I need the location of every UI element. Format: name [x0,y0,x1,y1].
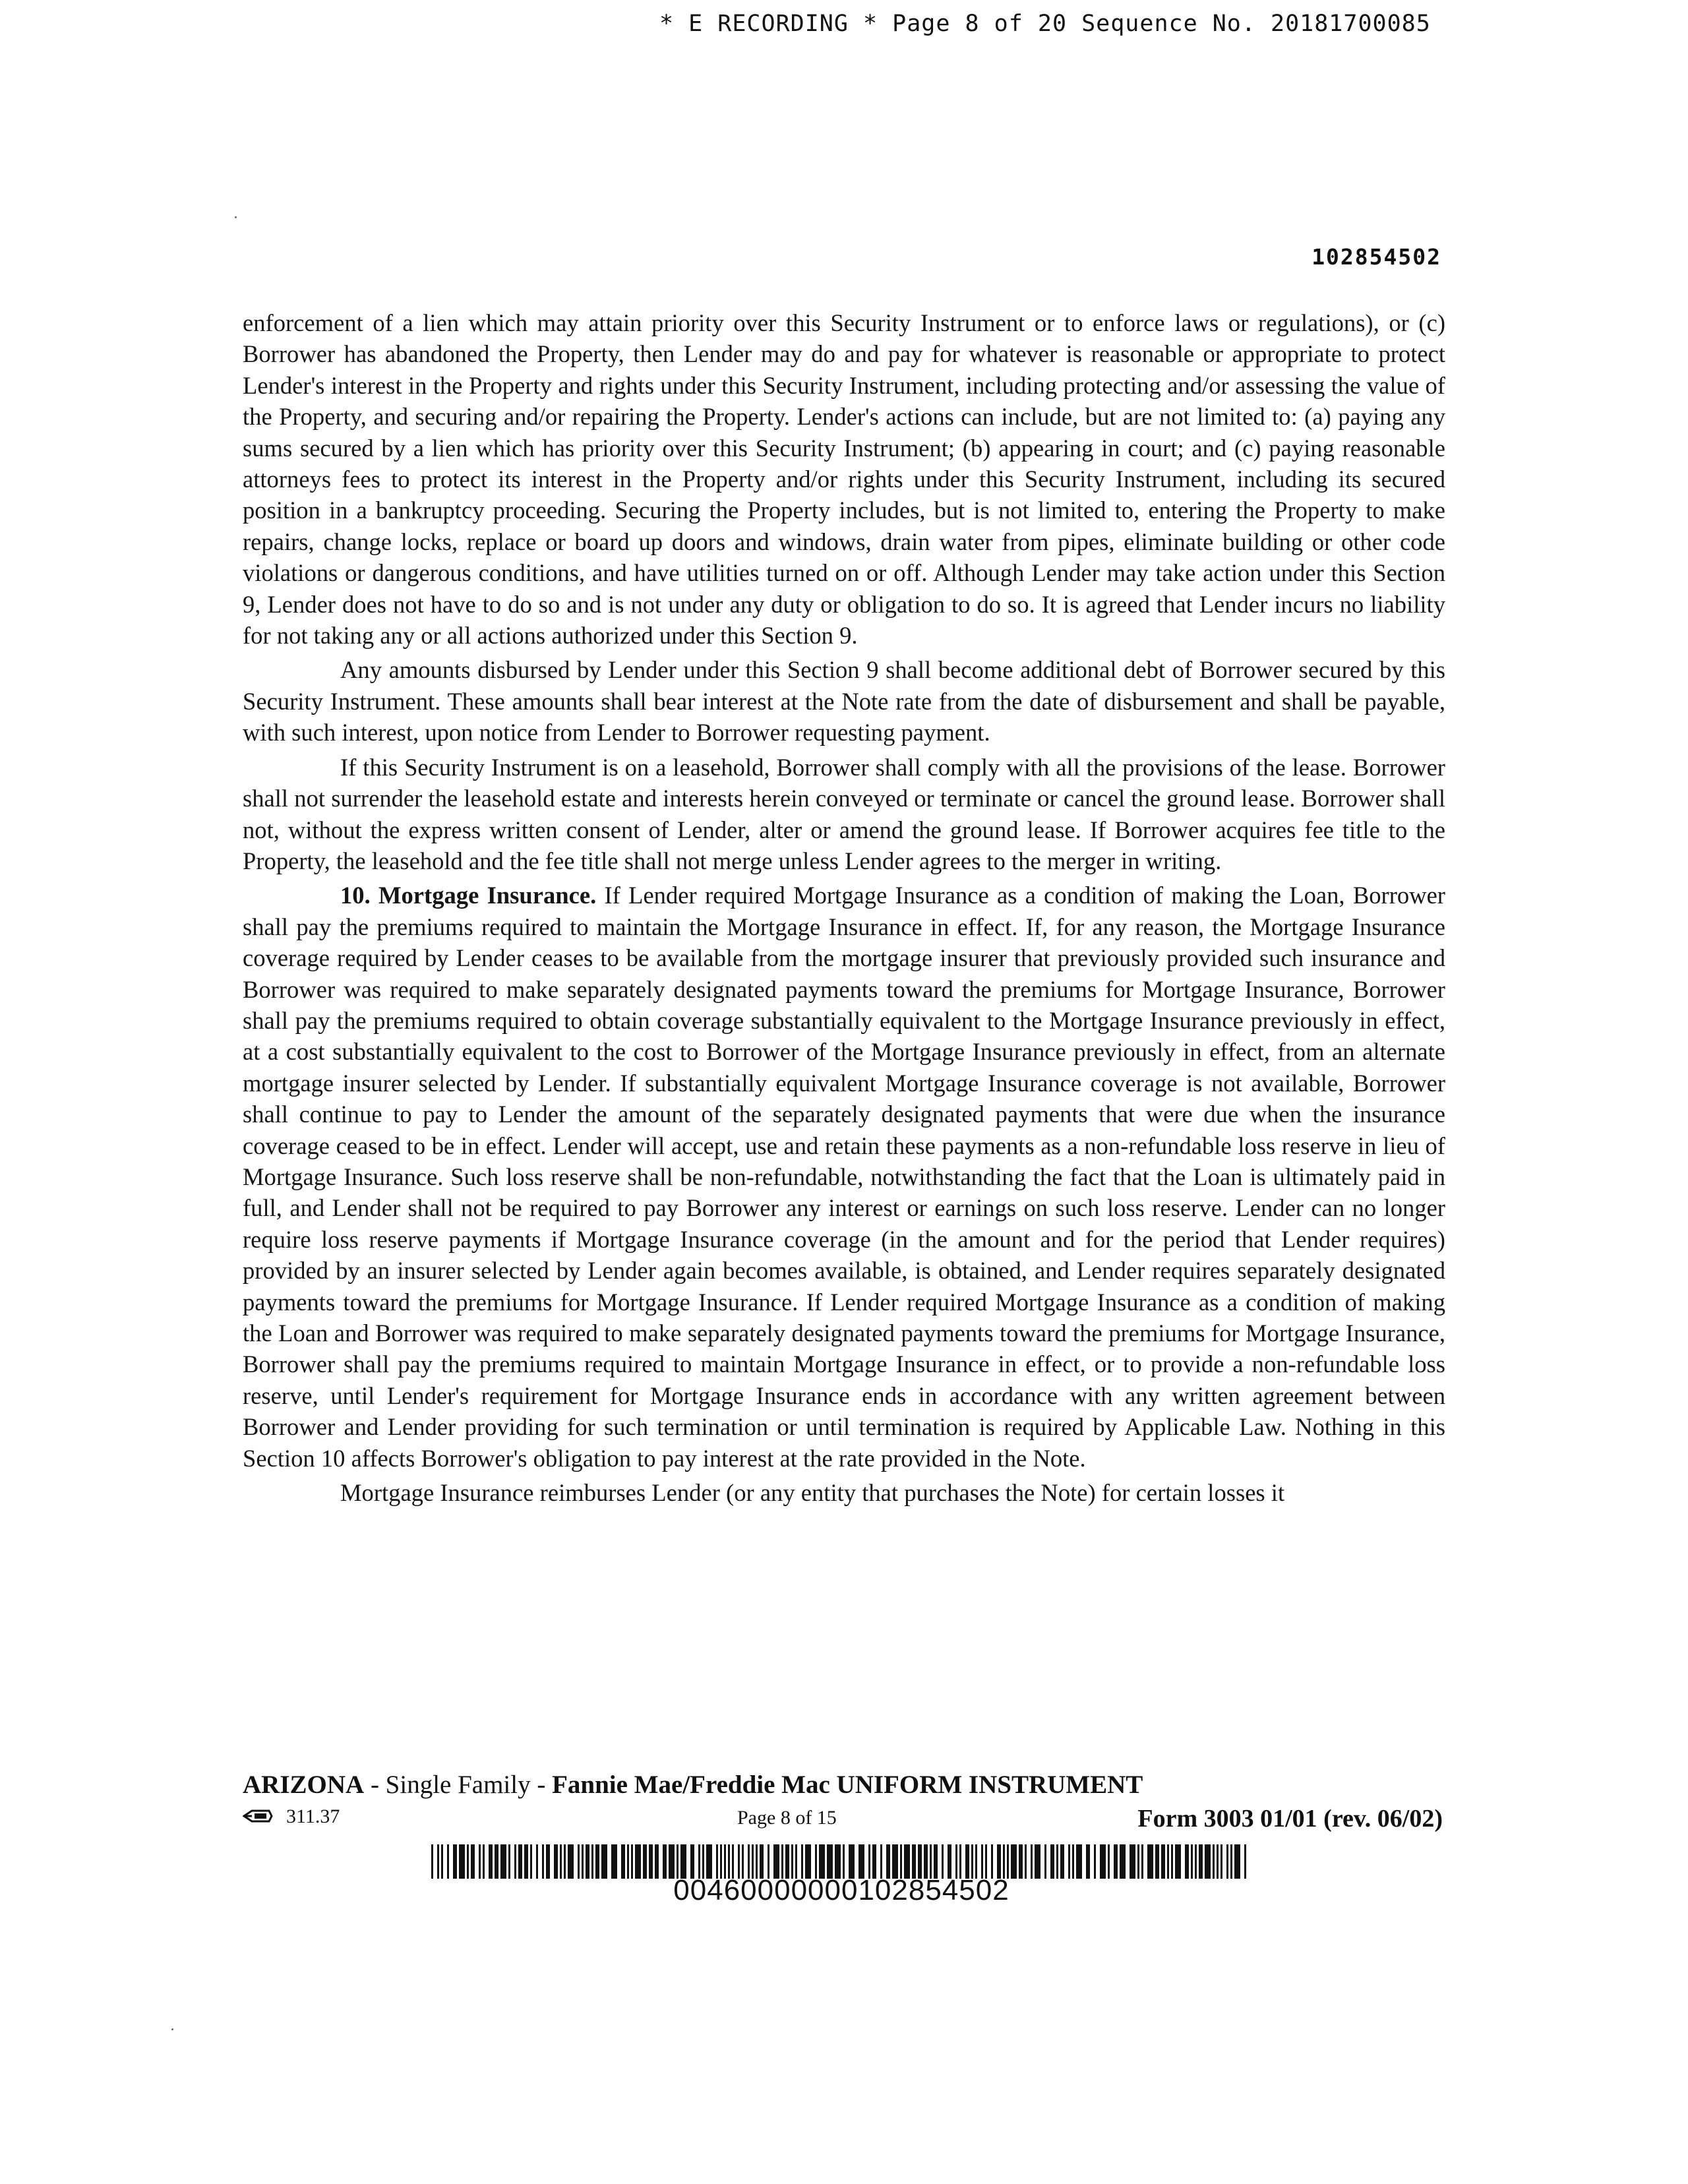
recording-header: * E RECORDING * Page 8 of 20 Sequence No. 20181700085 [659,11,1431,37]
paragraph-mortgage-insurance [243,880,1445,1474]
section-10-text: If Lender required Mortgage Insurance as a condition of making the Loan, Borrower shall pay the premiums required to maintain the Mortgage Insurance in effect. If, for any reason, the Mortgage Insurance coverage required by Lender ceases to be available from the mortgage insurer that previously provided such insurance and Borrower was required to make separately designated payments toward the premiums for Mortgage Insurance, Borrower shall pay the premiums required to obtain coverage substantially equivalent to the Mortgage Insurance previously in effect, at a cost substantially equivalent to the cost to Borrower of the Mortgage Insurance previously in effect, from an alternate mortgage insurer selected by Lender. If substantially equivalent Mortgage Insurance coverage is not available, Borrower shall continue to pay to Lender the amount of the separately designated payments that were due when the insurance coverage ceased to be in effect. Lender will accept, use and retain these payments as a non-refundable loss reserve in lieu of Mortgage Insurance. Such loss reserve shall be non-refundable, notwithstanding the fact that the Loan is ultimately paid in full, and Lender shall not be required to pay Borrower any interest or earnings on such loss reserve. Lender can no longer require loss reserve payments if Mortgage Insurance coverage (in the amount and for the period that Lender requires) provided by an insurer selected by Lender again becomes available, is obtained, and Lender requires separately designated payments toward the premiums for Mortgage Insurance. If Lender required Mortgage Insurance as a condition of making the Loan and Borrower was required to make separately designated payments toward the premiums for Mortgage Insurance, Borrower shall pay the premiums required to maintain Mortgage Insurance in effect, or to provide a non-refundable loss reserve, until Lender's requirement for Mortgage Insurance ends in accordance with any written agreement between Borrower and Lender providing for such termination or until termination is required by Applicable Law. Nothing in this Section 10 affects Borrower's obligation to pay interest at the rate provided in the Note. [243,882,1445,1472]
footer-instrument: Fannie Mae/Freddie Mac UNIFORM INSTRUMENT [552,1771,1143,1799]
footer-state: ARIZONA [243,1771,365,1799]
pen-icon [243,1805,273,1828]
footer-page-number: Page 8 of 15 [737,1807,837,1829]
paragraph-disbursed-amounts: Any amounts disbursed by Lender under this Section 9 shall become additional debt of Borrower secured by this Security Instrument. These amounts shall bear interest at the Note rate from the date of disbursement and shall be payable, with such interest, upon notice from Lender to Borrower requesting payment. [243,656,1445,746]
footer-form-code-text: 311.37 [286,1805,340,1827]
footer-form-line [243,1804,1445,1836]
document-number: 102854502 [1311,244,1441,270]
paragraph-leasehold: If this Security Instrument is on a leasehold, Borrower shall comply with all the provisions of the lease. Borrower shall not surrender the leasehold estate and interests herein conveyed or terminate or cancel the ground lease. Borrower shall not, without the express written consent of Lender, alter or amend the ground lease. If Borrower acquires fee title to the Property, the leasehold and the fee title shall not merge unless Lender agrees to the merger in writing. [243,753,1445,874]
section-10-heading: 10. Mortgage Insurance. [340,882,597,909]
footer-form-number: Form 3003 01/01 (rev. 06/02) [1137,1805,1443,1833]
paragraph-section-9-continued: enforcement of a lien which may attain priority over this Security Instrument or to enforce laws or regulations), or (c) Borrower has abandoned the Property, then Lender may do and pay for whatever is reasonable or appropriate to protect Lender's interest in the Property and rights under this Security Instrument, including protecting and/or assessing the value of the Property, and securing and/or repairing the Property. Lender's actions can include, but are not limited to: (a) paying any sums secured by a lien which has priority over this Security Instrument; (b) appearing in court; and (c) paying reasonable attorneys fees to protect its interest in the Property and/or rights under this Security Instrument, including its secured position in a bankruptcy proceeding. Securing the Property includes, but is not limited to, entering the Property to make repairs, change locks, replace or board up doors and windows, drain water from pipes, eliminate building or other code violations or dangerous conditions, and have utilities turned on or off. Although Lender may take action under this Section 9, Lender does not have to do so and is not under any duty or obligation to do so. It is agreed that Lender incurs no liability for not taking any or all actions authorized under this Section 9. [243,309,1445,650]
scan-speck [235,216,237,218]
footer-form-code [243,1805,340,1828]
scan-speck [171,2028,173,2030]
footer-instrument-line [243,1770,1445,1800]
barcode-number: 00460000000102854502 [673,1874,1010,1906]
document-body [243,307,1445,1511]
footer-separator: - Single Family - [364,1771,553,1799]
paragraph-mortgage-insurance-reimburses: Mortgage Insurance reimburses Lender (or any entity that purchases the Note) for certain losses it [340,1479,1285,1507]
